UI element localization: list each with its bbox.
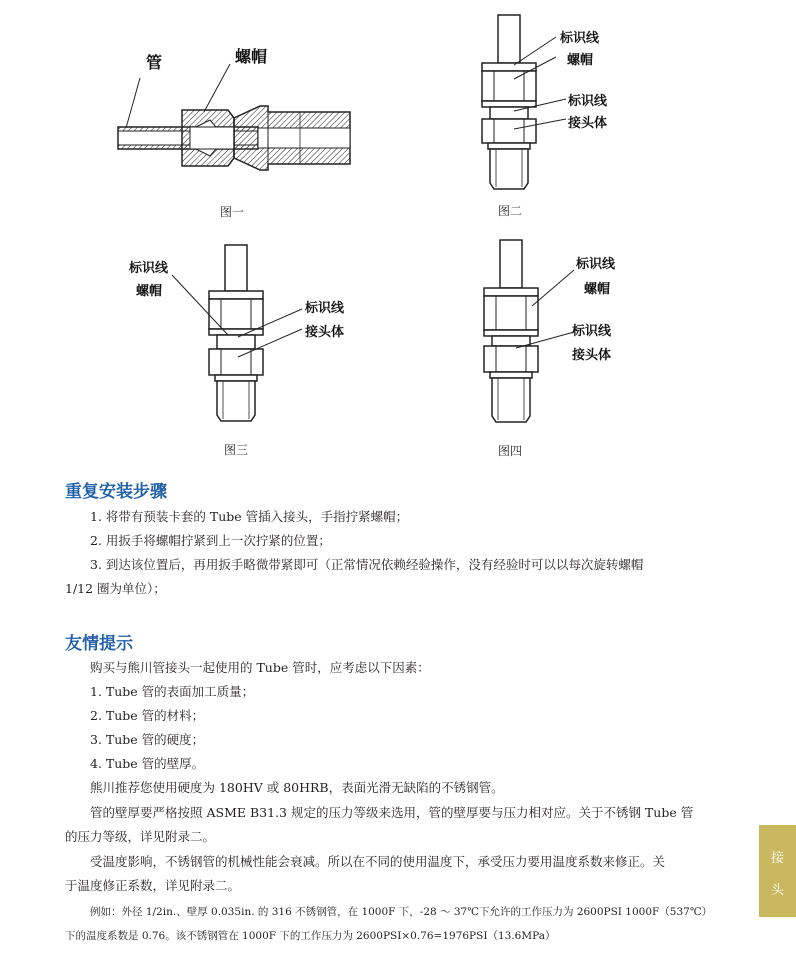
label-mark-line-1: 标识线 [576, 257, 616, 272]
label-nut: 螺帽 [235, 47, 268, 66]
step-1: 1. 将带有预装卡套的 Tube 管插入接头，手指拧紧螺帽； [90, 509, 409, 524]
tip-wall-thickness-cont: 的压力等级，详见附录二。 [65, 829, 216, 844]
figure-1-caption: 图一 [220, 205, 245, 219]
tip-factor-4: 4. Tube 管的壁厚。 [90, 756, 205, 771]
figure-1 [100, 40, 360, 230]
fitting-side-view-3 [120, 245, 370, 460]
label-fitting-body: 接头体 [305, 325, 345, 340]
section-title-tips: 友情提示 [65, 634, 133, 654]
step-2: 2. 用扳手将螺帽拧紧到上一次拧紧的位置； [90, 533, 331, 548]
figure-2-caption: 图二 [498, 204, 523, 218]
label-fitting-body: 接头体 [572, 348, 612, 363]
figure-2 [470, 15, 670, 230]
tip-factor-2: 2. Tube 管的材料； [90, 708, 205, 723]
label-tube: 管 [146, 53, 163, 72]
tip-temperature: 受温度影响，不锈钢管的机械性能会衰减。所以在不同的使用温度下，承受压力要用温度系数来修正。关 [90, 854, 666, 869]
label-mark-line-2: 标识线 [572, 324, 612, 339]
figure-3-caption: 图三 [224, 443, 249, 457]
tip-recommend: 熊川推荐您使用硬度为 180HV 或 80HRB，表面光滑无缺陷的不锈钢管。 [90, 780, 504, 795]
label-mark-line-1: 标识线 [560, 31, 600, 46]
label-nut: 螺帽 [136, 284, 163, 299]
example-note-1: 例如：外径 1/2in.、壁厚 0.035in. 的 316 不锈钢管，在 1000F 下，-28 ～ 37℃下允许的工作压力为 2600PSI 1000F（537℃） [90, 906, 713, 918]
label-nut: 螺帽 [584, 282, 611, 297]
label-mark-line-1: 标识线 [129, 261, 169, 276]
tip-factor-1: 1. Tube 管的表面加工质量； [90, 684, 255, 699]
tip-temperature-cont: 于温度修正系数，详见附录二。 [65, 878, 241, 893]
figure-4-caption: 图四 [498, 444, 523, 458]
step-3: 3. 到达该位置后，再用扳手略微带紧即可（正常情况依赖经验操作，没有经验时可以以每次旋转螺帽 [90, 557, 644, 572]
step-3-cont: 1/12 圈为单位）； [65, 581, 166, 596]
side-tab-char-2: 头 [770, 883, 784, 898]
label-mark-line-2: 标识线 [305, 301, 345, 316]
tip-factor-3: 3. Tube 管的硬度； [90, 732, 205, 747]
chapter-side-tab [759, 825, 796, 917]
tip-intro: 购买与熊川管接头一起使用的 Tube 管时，应考虑以下因素： [90, 660, 430, 675]
fitting-section-drawing [100, 40, 360, 230]
figure-4 [470, 240, 670, 460]
label-mark-line-2: 标识线 [568, 94, 608, 109]
figure-3 [120, 245, 370, 460]
fitting-side-view-4 [470, 240, 670, 460]
label-nut: 螺帽 [567, 53, 594, 68]
example-note-2: 下的温度系数是 0.76。该不锈钢管在 1000F 下的工作压力为 2600PSI×0.76=1976PSI（13.6MPa） [65, 930, 556, 942]
tip-wall-thickness: 管的壁厚要严格按照 ASME B31.3 规定的压力等级来选用，管的壁厚要与压力相对应。关于不锈钢 Tube 管 [90, 805, 694, 820]
section-title-reinstall: 重复安装步骤 [65, 482, 167, 502]
label-fitting-body: 接头体 [568, 116, 608, 131]
side-tab-char-1: 接 [770, 851, 784, 866]
